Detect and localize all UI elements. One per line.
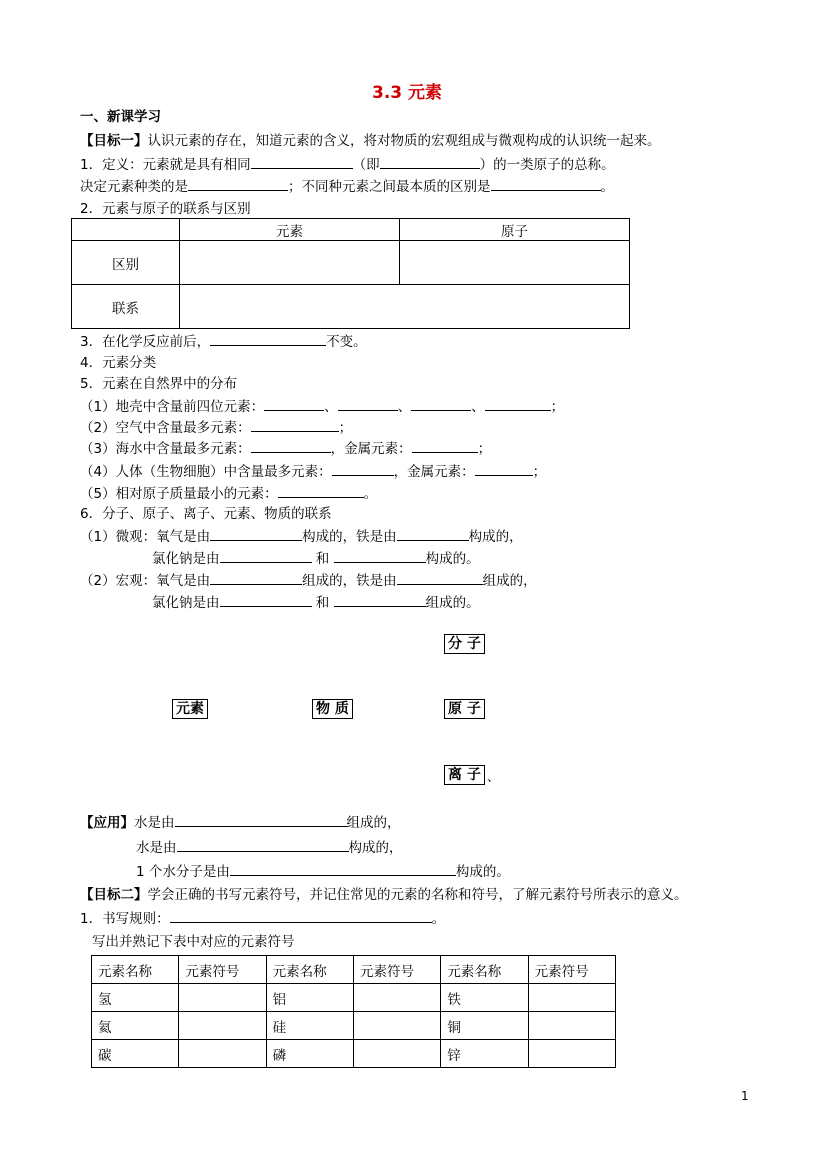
blank-field[interactable]	[220, 593, 312, 607]
table-cell[interactable]	[180, 285, 630, 329]
molecule-box: 分 子	[444, 634, 485, 654]
dist-l1-text: （1）地壳中含量前四位元素：	[80, 399, 265, 415]
symbol-cell[interactable]	[179, 984, 266, 1012]
micro-text-c: 构成的，	[468, 529, 523, 545]
goal1-text: 认识元素的存在，知道元素的含义，将对物质的宏观组成与微观构成的认识统一起来。	[147, 133, 661, 149]
item3-text-a: 3．在化学反应前后，	[80, 334, 211, 350]
blank-field[interactable]	[210, 332, 326, 346]
table-header: 原子	[400, 219, 630, 241]
semicolon: ；	[550, 399, 565, 415]
apply-text-a: 水是由	[134, 815, 175, 831]
macro-line-1	[80, 571, 537, 590]
item3-text-b: 不变。	[326, 334, 367, 350]
separator: 、	[471, 399, 485, 415]
dist-l3-text-a: （3）海水中含量最多元素：	[80, 441, 251, 457]
symbol-cell[interactable]	[179, 1040, 266, 1068]
rule-line	[80, 909, 445, 928]
def-text-c: ）的一类原子的总称。	[479, 157, 615, 173]
element-name-cell: 铜	[441, 1012, 528, 1040]
macro-text-f: 组成的。	[425, 595, 480, 611]
goal2-text: 学会正确的书写元素符号，并记住常见的元素的名称和符号，了解元素符号所表示的意义。	[147, 887, 688, 903]
blank-field[interactable]	[412, 439, 478, 453]
blank-field[interactable]	[397, 527, 469, 541]
element-name-cell: 氦	[92, 1012, 179, 1040]
symbol-cell[interactable]	[353, 1040, 440, 1068]
blank-field[interactable]	[332, 462, 394, 476]
decide-text-a: 决定元素种类的是	[80, 179, 188, 195]
blank-field[interactable]	[251, 155, 353, 169]
blank-field[interactable]	[210, 571, 302, 585]
rule-text-b: 。	[431, 911, 446, 927]
dist-l5-text: （5）相对原子质量最小的元素：	[80, 486, 278, 502]
element-name-cell: 磷	[266, 1040, 353, 1068]
table-header: 元素名称	[266, 956, 353, 984]
semicolon: ；	[477, 441, 492, 457]
blank-field[interactable]	[264, 397, 324, 411]
dist-line-5	[80, 484, 377, 503]
relation-title: 2．元素与原子的联系与区别	[80, 201, 251, 217]
def-text-b: （即	[352, 157, 380, 173]
dist-line-4	[80, 462, 546, 481]
substance-box: 物 质	[312, 699, 353, 719]
macro-text-d: 氯化钠是由	[152, 595, 220, 611]
goal1-line	[80, 132, 661, 150]
blank-field[interactable]	[177, 838, 349, 852]
separator: 、	[397, 399, 412, 415]
blank-field[interactable]	[485, 397, 551, 411]
element-name-cell: 锌	[441, 1040, 528, 1068]
table-header: 元素符号	[353, 956, 440, 984]
apply-line-1	[80, 813, 401, 832]
macro-line-2	[152, 593, 480, 612]
element-symbol-table	[91, 955, 616, 1068]
micro-text-a: （1）微观：氧气是由	[80, 529, 211, 545]
element-name-cell: 氢	[92, 984, 179, 1012]
apply-text-d: 构成的，	[348, 840, 403, 856]
table-row-label: 联系	[72, 285, 180, 329]
page-title: 3.3 元素	[372, 83, 443, 103]
goal1-tag: 【目标一】	[80, 133, 148, 149]
symbol-cell[interactable]	[528, 1040, 615, 1068]
dist-l4-text-b: ，金属元素：	[393, 464, 475, 480]
atom-box: 原 子	[444, 699, 485, 719]
decide-text-b: ；不同种元素之间最本质的区别是	[288, 179, 491, 195]
item4-line: 4．元素分类	[80, 355, 157, 371]
blank-field[interactable]	[188, 177, 288, 191]
goal2-tag: 【目标二】	[80, 887, 148, 903]
rule-text-a: 1．书写规则：	[80, 911, 170, 927]
semicolon: ；	[532, 464, 547, 480]
section-heading: 一、新课学习	[80, 109, 161, 125]
blank-field[interactable]	[334, 549, 426, 563]
def-text-a: 1．定义：元素就是具有相同	[80, 157, 251, 173]
symbol-cell[interactable]	[353, 984, 440, 1012]
element-name-cell: 铁	[441, 984, 528, 1012]
micro-text-e: 和	[315, 551, 330, 567]
micro-text-d: 氯化钠是由	[152, 551, 220, 567]
item6-line: 6．分子、原子、离子、元素、物质的联系	[80, 506, 332, 522]
separator: 、	[324, 399, 338, 415]
symbol-cell[interactable]	[179, 1012, 266, 1040]
table-row-label: 区别	[72, 241, 180, 285]
table2-title: 写出并熟记下表中对应的元素符号	[92, 934, 295, 950]
item3-line	[80, 332, 367, 351]
apply-line-2	[136, 838, 403, 857]
dist-l3-text-b: ，金属元素：	[330, 441, 412, 457]
blank-field[interactable]	[397, 571, 483, 585]
blank-field[interactable]	[220, 549, 312, 563]
macro-text-e: 和	[315, 595, 330, 611]
table-row	[92, 1040, 616, 1068]
table-row	[92, 984, 616, 1012]
period: 。	[363, 486, 378, 502]
table-header: 元素名称	[92, 956, 179, 984]
macro-text-c: 组成的，	[482, 573, 537, 589]
element-name-cell: 碳	[92, 1040, 179, 1068]
element-box: 元素	[172, 699, 208, 719]
table-cell[interactable]	[400, 241, 630, 285]
blank-field[interactable]	[230, 862, 456, 876]
symbol-cell[interactable]	[528, 984, 615, 1012]
table-header: 元素符号	[528, 956, 615, 984]
decide-text-c: 。	[600, 179, 614, 195]
definition-line	[80, 155, 615, 174]
symbol-cell[interactable]	[528, 1012, 615, 1040]
apply-line-3	[136, 862, 510, 881]
table-row	[92, 1012, 616, 1040]
decide-line	[80, 177, 614, 196]
semicolon: ；	[338, 420, 353, 436]
macro-text-b: 组成的，铁是由	[302, 573, 397, 589]
symbol-cell[interactable]	[353, 1012, 440, 1040]
apply-text-b: 组成的，	[346, 815, 401, 831]
relation-table	[71, 218, 630, 329]
apply-text-c: 水是由	[136, 840, 177, 856]
blank-field[interactable]	[210, 527, 302, 541]
dist-line-3	[80, 439, 491, 458]
table-header: 元素名称	[441, 956, 528, 984]
table-header: 元素符号	[179, 956, 266, 984]
blank-field[interactable]	[334, 593, 426, 607]
stray-mark: 、	[487, 770, 500, 784]
dist-line-2	[80, 418, 352, 437]
blank-field[interactable]	[251, 418, 339, 432]
blank-field[interactable]	[491, 177, 601, 191]
table-cell[interactable]	[180, 241, 400, 285]
table-cell	[72, 219, 180, 241]
macro-text-a: （2）宏观：氧气是由	[80, 573, 211, 589]
blank-field[interactable]	[170, 909, 432, 923]
micro-text-b: 构成的，铁是由	[302, 529, 397, 545]
ion-box: 离 子	[444, 765, 485, 785]
dist-line-1	[80, 397, 564, 416]
item5-line: 5．元素在自然界中的分布	[80, 376, 238, 392]
element-name-cell: 硅	[266, 1012, 353, 1040]
blank-field[interactable]	[278, 484, 364, 498]
micro-text-f: 构成的。	[425, 551, 480, 567]
element-name-cell: 铝	[266, 984, 353, 1012]
micro-line-2	[152, 549, 480, 568]
apply-text-e: 1 个水分子是由	[136, 864, 230, 880]
dist-l4-text-a: （4）人体（生物细胞）中含量最多元素：	[80, 464, 332, 480]
dist-l2-text: （2）空气中含量最多元素：	[80, 420, 251, 436]
blank-field[interactable]	[475, 462, 533, 476]
page-number: 1	[741, 1089, 749, 1103]
apply-tag: 【应用】	[80, 815, 134, 831]
micro-line-1	[80, 527, 523, 546]
blank-field[interactable]	[380, 155, 480, 169]
goal2-line	[80, 886, 688, 904]
apply-text-f: 构成的。	[455, 864, 510, 880]
blank-field[interactable]	[411, 397, 471, 411]
blank-field[interactable]	[338, 397, 398, 411]
table-header: 元素	[180, 219, 400, 241]
blank-field[interactable]	[175, 813, 347, 827]
blank-field[interactable]	[251, 439, 331, 453]
